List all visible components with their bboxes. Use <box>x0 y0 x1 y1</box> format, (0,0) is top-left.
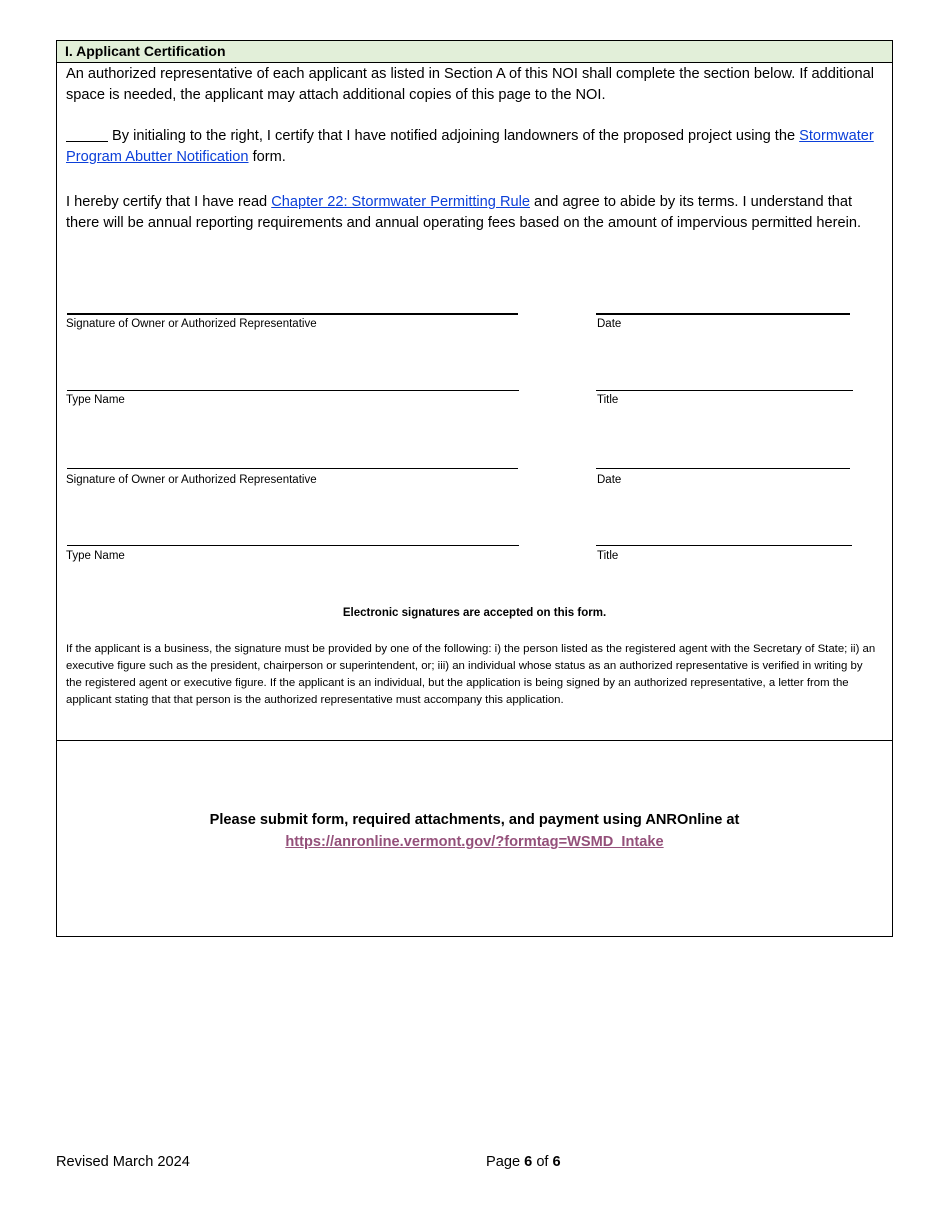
certify-paragraph <box>66 192 876 234</box>
submit-instructions <box>57 809 892 853</box>
date-line-2[interactable] <box>596 468 850 469</box>
intro-paragraph: An authorized representative of each applicant as listed in Section A of this NOI shall complete the section below. If additional space is needed, the applicant may attach additional copies of this page to the NOI. <box>66 66 874 103</box>
certification-form <box>56 40 893 937</box>
initial-paragraph <box>66 126 876 168</box>
submit-text: Please submit form, required attachments, and payment using ANROnline at <box>209 812 740 828</box>
stormwater-rule-link[interactable]: Chapter 22: Stormwater Permitting Rule <box>271 194 530 210</box>
page-number <box>486 1154 561 1170</box>
business-signature-note: If the applicant is a business, the signature must be provided by one of the following: i) the person listed as the registered agent with the Secretary of State; ii) an executive figure such as the president, chairperson or superintendent, or; iii) an individual whose status as an authorized representative is verified in writing by the registered agent or executive figure. If the applicant is an individual, but the application is being signed by an authorized representative, a letter from the applicant stating that that person is the authorized representative must accompany this application. <box>66 643 876 706</box>
certify-text-after: and agree to abide by its terms. I understand that there will be annual reporting requirements and annual operating fees based on the amount of impervious permitted herein. <box>66 194 862 231</box>
type-name-line-1[interactable] <box>67 390 519 391</box>
revised-date: Revised March 2024 <box>56 1154 190 1170</box>
date-label-1: Date <box>597 318 622 330</box>
page-word: Page <box>486 1154 525 1170</box>
title-line-1[interactable] <box>596 390 853 391</box>
date-label-2: Date <box>597 474 622 486</box>
type-name-label-2: Type Name <box>66 550 125 562</box>
signature-line-1[interactable] <box>67 313 518 315</box>
certify-text-before: I hereby certify that I have read <box>66 194 272 210</box>
title-label-2: Title <box>597 550 619 562</box>
electronic-signature-note: Electronic signatures are accepted on this form. <box>342 607 607 619</box>
of-word: of <box>532 1154 553 1170</box>
section-header: I. Applicant Certification <box>57 41 892 63</box>
type-name-line-2[interactable] <box>67 545 519 546</box>
abutter-notification-link[interactable]: Stormwater Program Abutter Notification <box>66 128 874 165</box>
title-line-2[interactable] <box>596 545 852 546</box>
initial-text-before: By initialing to the right, I certify that I have notified adjoining landowners of the proposed project using the <box>112 128 800 144</box>
date-line-1[interactable] <box>596 313 850 315</box>
signature-label-1: Signature of Owner or Authorized Representative <box>66 318 317 330</box>
page-current: 6 <box>524 1154 533 1170</box>
initial-text-after: form. <box>248 149 286 165</box>
initial-blank[interactable] <box>66 127 108 142</box>
signature-label-2: Signature of Owner or Authorized Representative <box>66 474 317 486</box>
type-name-label-1: Type Name <box>66 394 125 406</box>
anronline-link[interactable]: https://anronline.vermont.gov/?formtag=WSMD_Intake <box>285 834 664 850</box>
title-label-1: Title <box>597 394 619 406</box>
signature-line-2[interactable] <box>67 468 518 469</box>
page-total: 6 <box>552 1154 561 1170</box>
section-divider <box>57 740 892 741</box>
